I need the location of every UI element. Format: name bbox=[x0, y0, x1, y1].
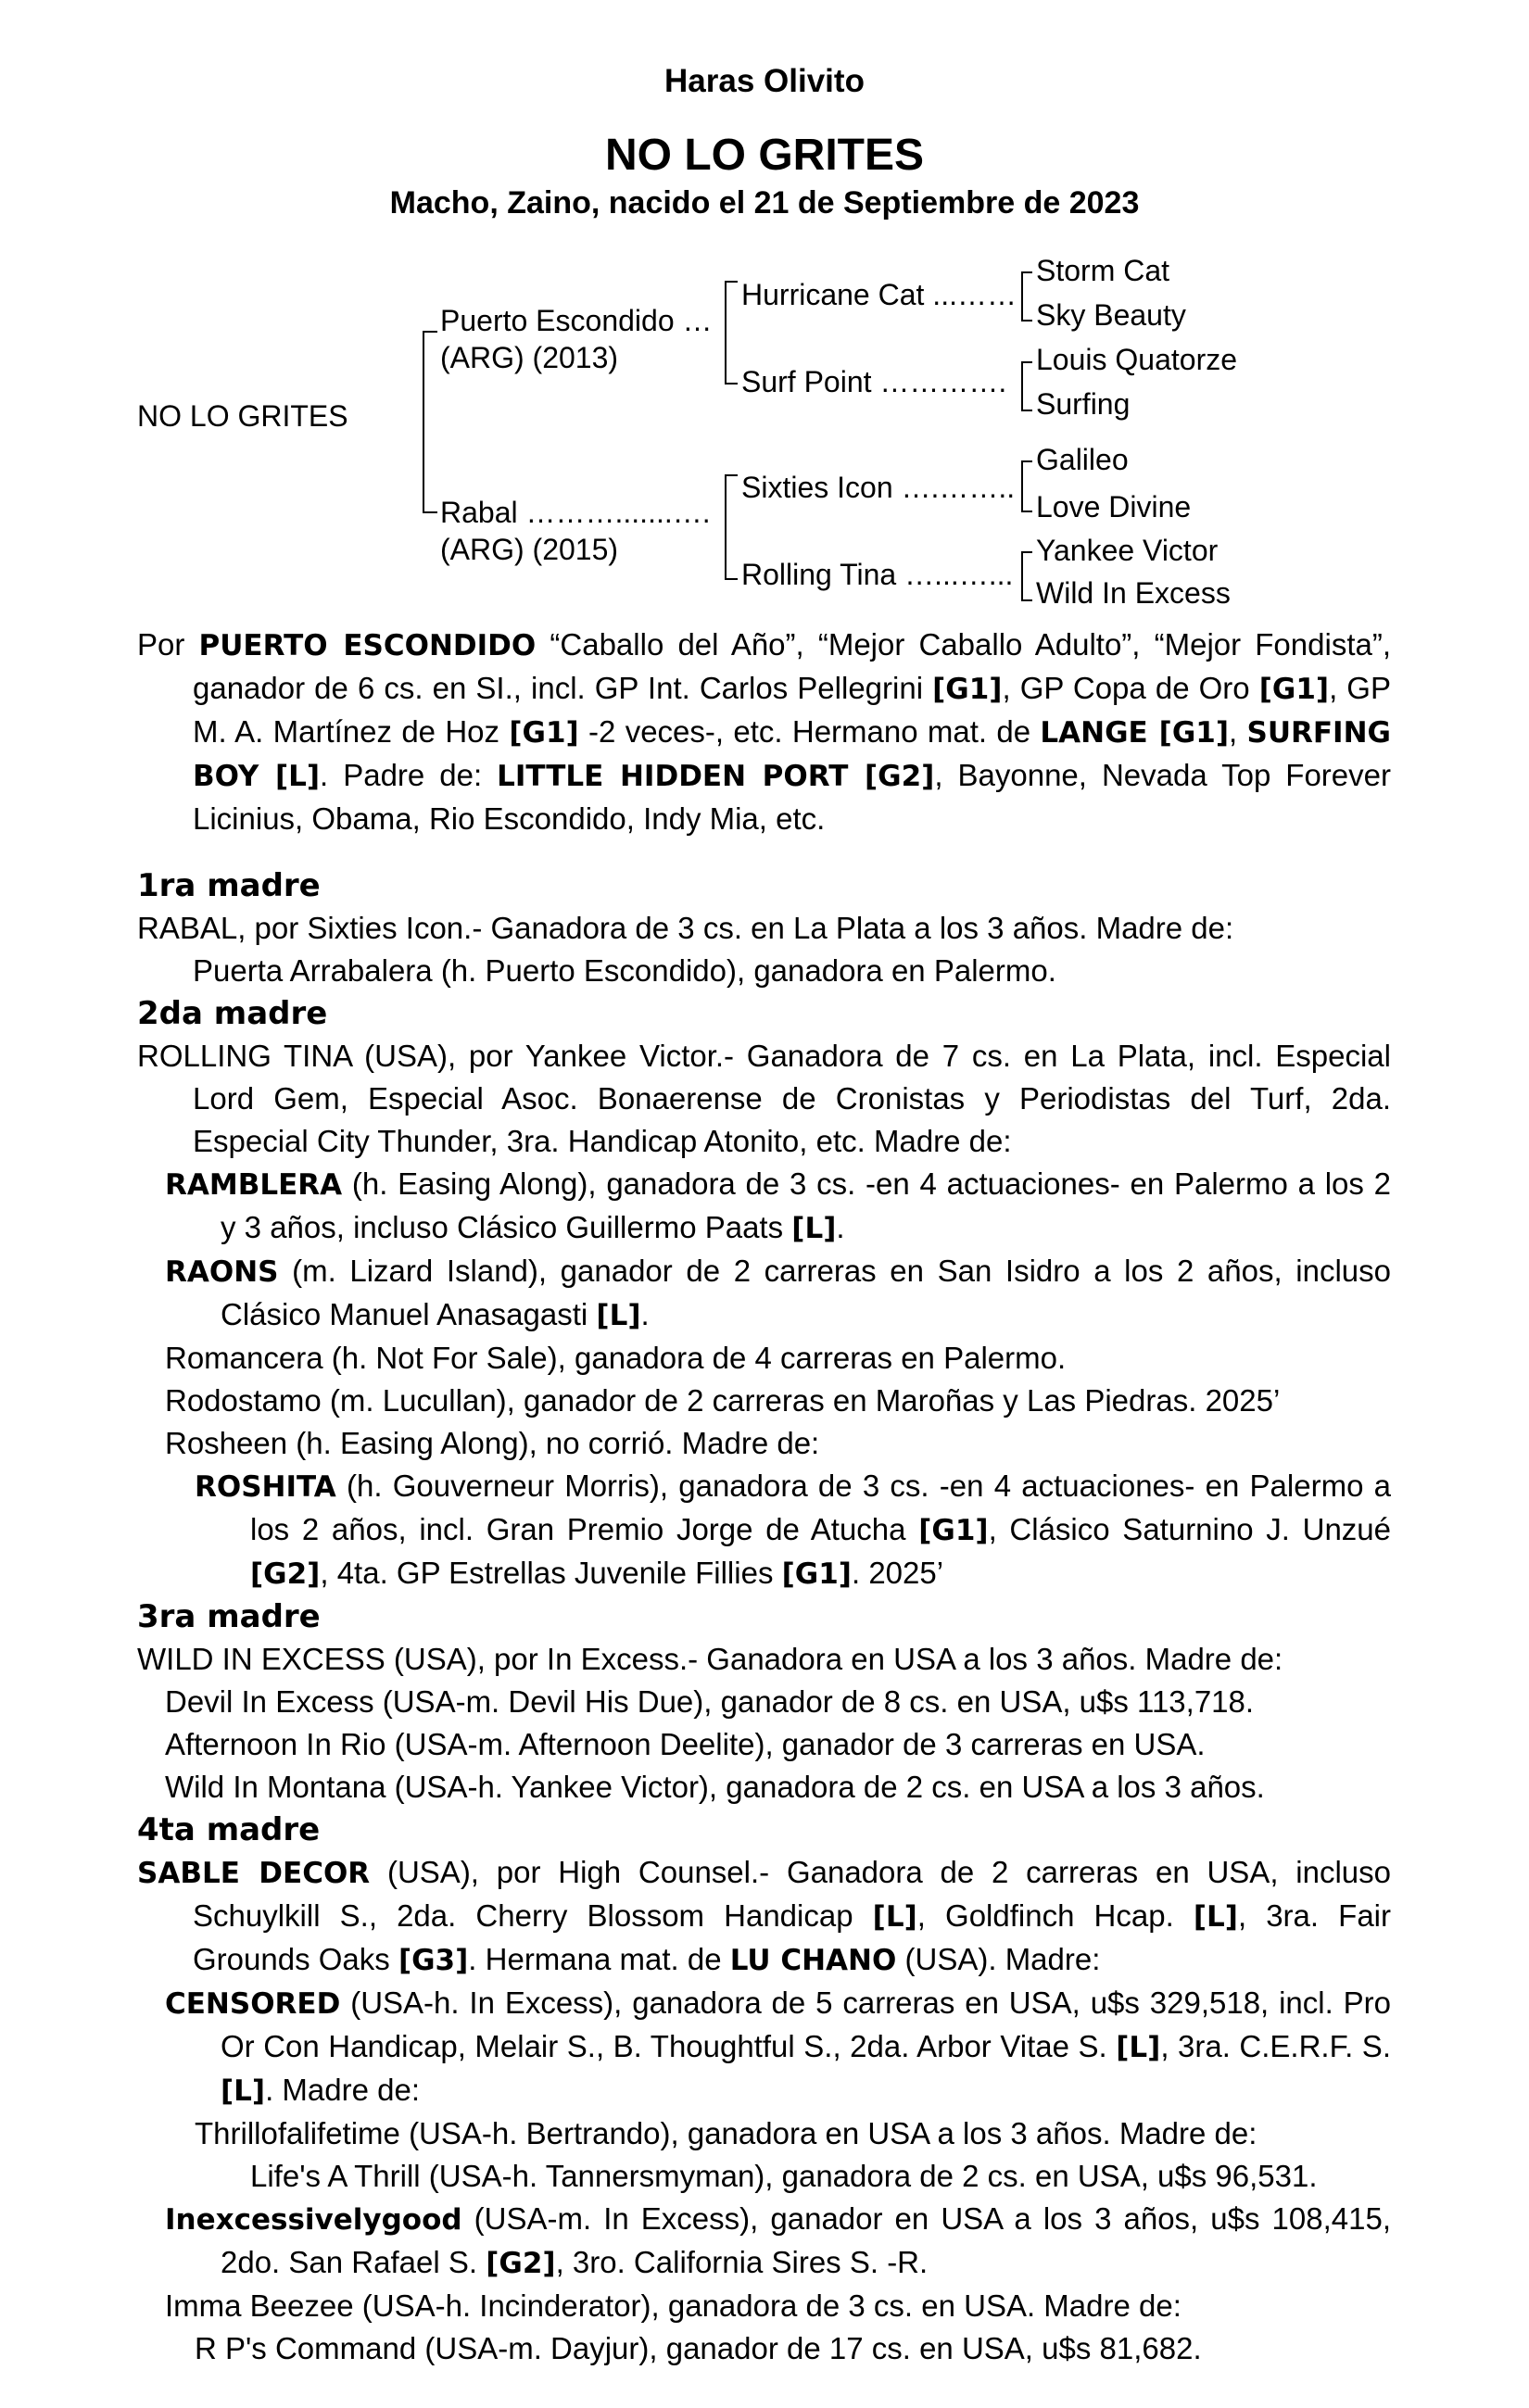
pedigree-dam-dam: Rolling Tina …...…... bbox=[741, 558, 1014, 591]
pedigree-sire-sire: Hurricane Cat ...…… bbox=[741, 278, 1017, 311]
pedigree-dds: Yankee Victor bbox=[1036, 534, 1219, 567]
bracket-dd bbox=[1021, 551, 1032, 601]
pedigree-sire-info: (ARG) (2013) bbox=[440, 341, 619, 374]
pedigree-sss: Storm Cat bbox=[1036, 254, 1170, 287]
stud-name: Haras Olivito bbox=[664, 63, 865, 99]
dam2-produce-5: Rosheen (h. Easing Along), no corrió. Madre de: bbox=[165, 1426, 820, 1460]
horse-name: NO LO GRITES bbox=[604, 131, 924, 180]
dam4-produce-imma: Imma Beezee (USA-h. Incinderator), ganadora de 3 cs. en USA. Madre de: bbox=[165, 2288, 1182, 2323]
pedigree-sire-dam: Surf Point …………. bbox=[741, 365, 1007, 398]
dam2-produce-1: RAMBLERA (h. Easing Along), ganadora de 3 cs. -en 4 actuaciones- en Palermo a los 2 y 3 años, incluso Clásico Guillermo Paats [L]. bbox=[165, 1166, 1391, 1245]
dam3-title: 3ra madre bbox=[137, 1598, 321, 1635]
dam4-title: 4ta madre bbox=[137, 1811, 321, 1848]
dam4-produce-censored: CENSORED (USA-h. In Excess), ganadora de 5 carreras en USA, u$s 329,518, incl. Pro Or Con Handicap, Melair S., B. Thoughtful S., 2da. Arbor Vitae S. [L], 3ra. C.E.R.F. S. [L]. Madre de: bbox=[165, 1986, 1391, 2108]
dam2-produce-3: Romancera (h. Not For Sale), ganadora de 4 carreras en Palermo. bbox=[165, 1341, 1067, 1375]
dam3-produce-1: Devil In Excess (USA-m. Devil His Due), ganador de 8 cs. en USA, u$s 113,718. bbox=[165, 1684, 1255, 1719]
pedigree-ddd: Wild In Excess bbox=[1036, 576, 1231, 610]
document-body bbox=[137, 624, 1391, 2370]
pedigree-dam-info: (ARG) (2015) bbox=[440, 533, 619, 566]
dam3-text: WILD IN EXCESS (USA), por In Excess.- Ganadora en USA a los 3 años. Madre de: bbox=[137, 1642, 1283, 1676]
pedigree-dsd: Love Divine bbox=[1036, 490, 1192, 523]
bracket-sire bbox=[725, 281, 738, 385]
dam3-produce-2: Afternoon In Rio (USA-m. Afternoon Deelite), ganador de 3 carreras en USA. bbox=[165, 1727, 1206, 1761]
dam4-produce-inexcessively: Inexcessivelygood (USA-m. In Excess), ganador en USA a los 3 años, u$s 108,415, 2do. San Rafael S. [G2], 3ro. California Sires S. -R. bbox=[165, 2201, 1391, 2280]
pedigree-subject: NO LO GRITES bbox=[137, 399, 348, 433]
bracket-ss bbox=[1021, 271, 1032, 321]
dam3-produce-3: Wild In Montana (USA-h. Yankee Victor), ganadora de 2 cs. en USA a los 3 años. bbox=[165, 1770, 1265, 1804]
bracket-ds bbox=[1021, 460, 1032, 512]
sire-name: PUERTO ESCONDIDO bbox=[198, 629, 537, 662]
pedigree-dam-sire: Sixties Icon ….…….. bbox=[741, 471, 1016, 504]
dam2-grandproduce: ROSHITA (h. Gouverneur Morris), ganadora de 3 cs. -en 4 actuaciones- en Palermo a los 2 años, incl. Gran Premio Jorge de Atucha [G1], Clásico Saturnino J. Unzué [G2], 4ta. GP Estrellas Juvenile Fillies [G1]. 2025’ bbox=[195, 1469, 1392, 1591]
sire-paragraph: Por PUERTO ESCONDIDO “Caballo del Año”, “Mejor Caballo Adulto”, “Mejor Fondista”, ganador de 6 cs. en SI., incl. GP Int. Carlos Pellegrini [G1], GP Copa de Oro [G1], GP M. A. Martínez de Hoz [G1] -2 veces-, etc. Hermano mat. de LANGE [G1], SURFING BOY [L]. Padre de: LITTLE HIDDEN PORT [G2], Bayonne, Nevada Top Forever Licinius, Obama, Rio Escondido, Indy Mia, etc. bbox=[137, 627, 1391, 836]
dam4-text: SABLE DECOR (USA), por High Counsel.- Ganadora de 2 carreras en USA, incluso Schuylkill S., 2da. Cherry Blossom Handicap [L], Goldfinch Hcap. [L], 3ra. Fair Grounds Oaks [G3]. Hermana mat. de LU CHANO (USA). Madre: bbox=[137, 1855, 1391, 1977]
dam4-grandproduce-2: R P's Command (USA-m. Dayjur), ganador de 17 cs. en USA, u$s 81,682. bbox=[195, 2331, 1202, 2365]
pedigree-ssd: Sky Beauty bbox=[1036, 298, 1186, 332]
dam1-title: 1ra madre bbox=[137, 867, 321, 904]
bracket-dam bbox=[725, 474, 738, 580]
dam2-text: ROLLING TINA (USA), por Yankee Victor.- Ganadora de 7 cs. en La Plata, incl. Especial Lord Gem, Especial Asoc. Bonaerense de Cronistas y Periodistas del Turf, 2da. Especial City Thunder, 3ra. Handicap Atonito, etc. Madre de: bbox=[137, 1039, 1391, 1158]
dam2-produce-2: RAONS (m. Lizard Island), ganador de 2 carreras en San Isidro a los 2 años, incluso Clásico Manuel Anasagasti [L]. bbox=[165, 1254, 1391, 1332]
dam1-text: RABAL, por Sixties Icon.- Ganadora de 3 cs. en La Plata a los 3 años. Madre de: bbox=[137, 911, 1234, 945]
pedigree-dss: Galileo bbox=[1036, 443, 1129, 476]
dam1-produce: Puerta Arrabalera (h. Puerto Escondido), ganadora en Palermo. bbox=[193, 953, 1056, 988]
dam2-produce-4: Rodostamo (m. Lucullan), ganador de 2 carreras en Maroñas y Las Piedras. 2025’ bbox=[165, 1383, 1281, 1418]
pedigree-sdd: Surfing bbox=[1036, 387, 1131, 421]
bracket-sd bbox=[1021, 361, 1032, 411]
pedigree-sire: Puerto Escondido … bbox=[440, 304, 713, 337]
pedigree-dam: Rabal ……….......…. bbox=[440, 496, 711, 529]
dam4-grandproduce-1: Thrillofalifetime (USA-h. Bertrando), ganadora en USA a los 3 años. Madre de: Life's A Thrill (USA-h. Tannersmyman), ganadora de 2 cs. en USA, u$s 96,531. bbox=[195, 2116, 1318, 2193]
bracket-gen1 bbox=[423, 331, 437, 513]
pedigree-sds: Louis Quatorze bbox=[1036, 343, 1238, 376]
horse-details: Macho, Zaino, nacido el 21 de Septiembre de 2023 bbox=[389, 185, 1140, 221]
dam2-title: 2da madre bbox=[137, 995, 328, 1032]
